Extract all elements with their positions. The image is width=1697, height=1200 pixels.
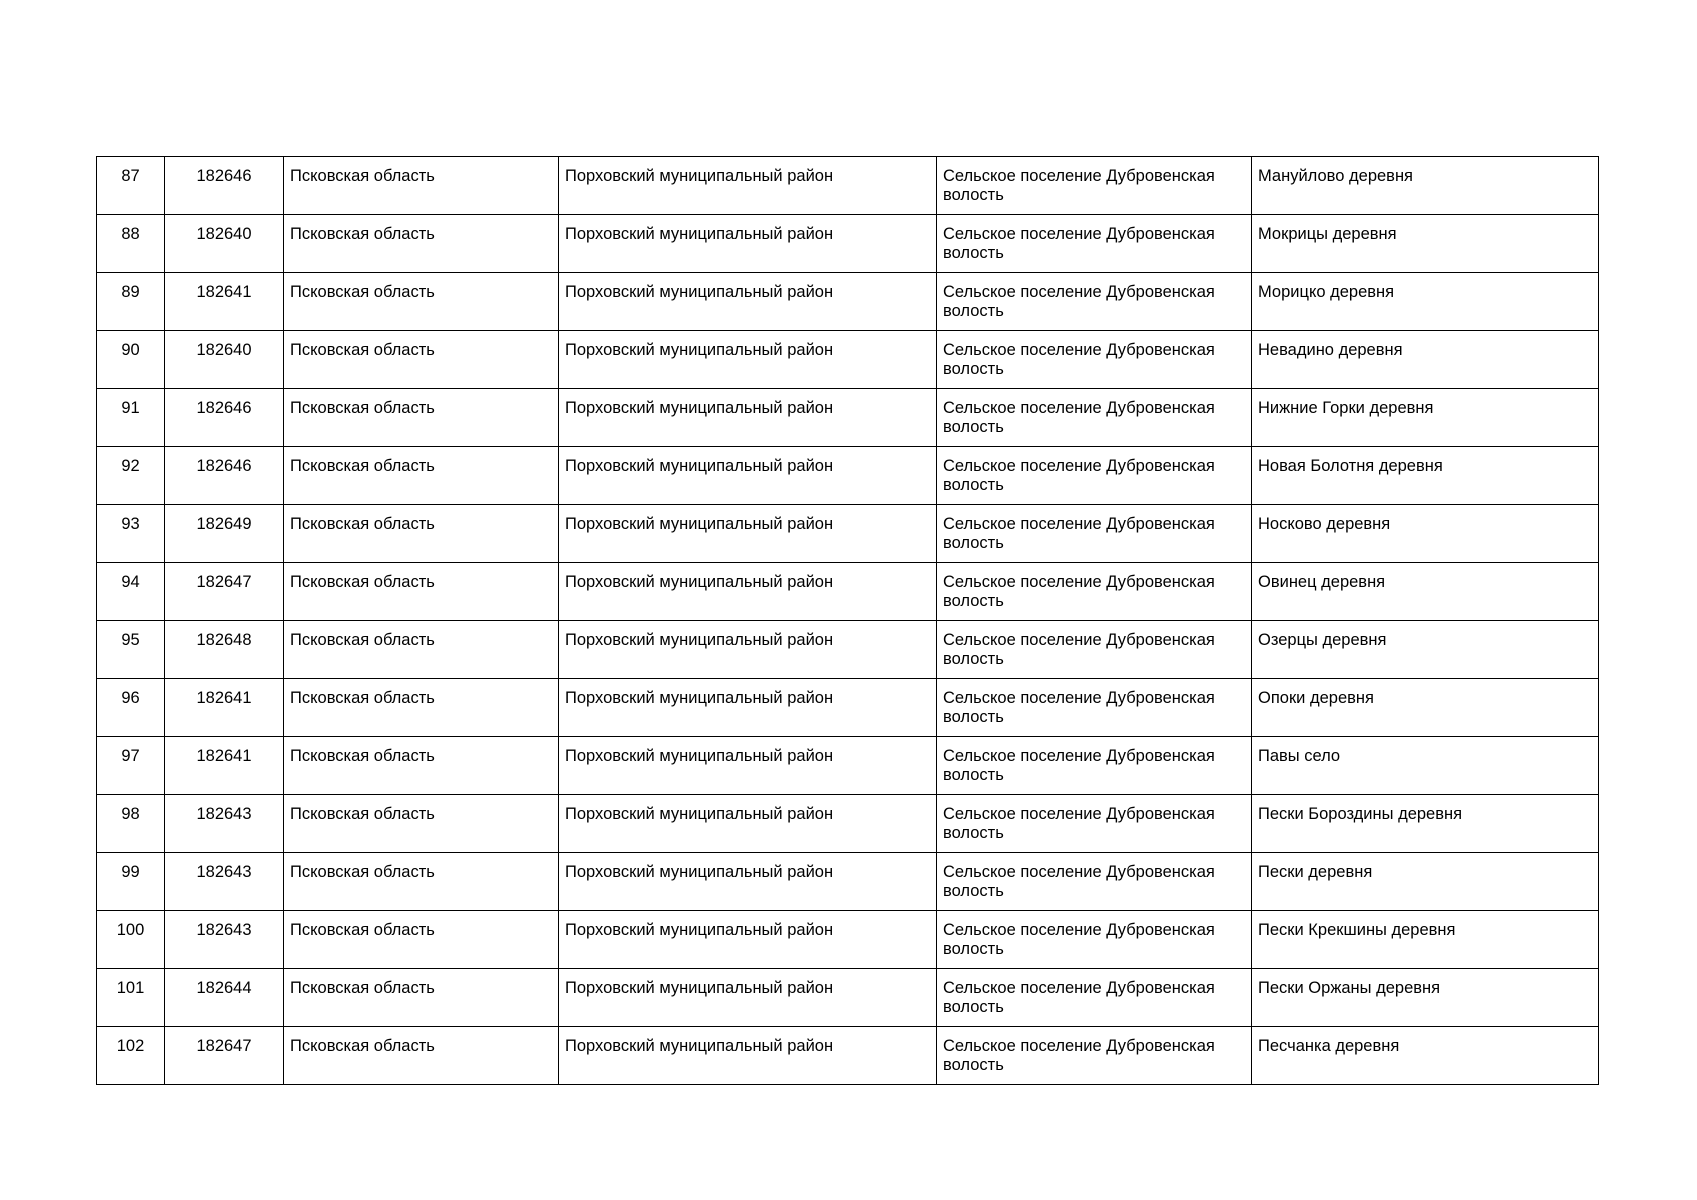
region-cell: Псковская область [284,331,559,389]
settlement-cell: Сельское поселение Дубровенская волость [937,1027,1252,1085]
locality-cell: Невадино деревня [1252,331,1599,389]
table-row [97,737,1599,795]
locality-cell: Носково деревня [1252,505,1599,563]
table-row [97,215,1599,273]
district-cell: Порховский муниципальный район [559,447,937,505]
row-number-cell: 101 [97,969,165,1027]
table-row [97,273,1599,331]
table-row [97,331,1599,389]
locality-cell: Песчанка деревня [1252,1027,1599,1085]
settlement-cell: Сельское поселение Дубровенская волость [937,157,1252,215]
district-cell: Порховский муниципальный район [559,737,937,795]
row-number-cell: 99 [97,853,165,911]
settlement-cell: Сельское поселение Дубровенская волость [937,389,1252,447]
locality-cell: Павы село [1252,737,1599,795]
table-row [97,505,1599,563]
settlement-cell: Сельское поселение Дубровенская волость [937,273,1252,331]
district-cell: Порховский муниципальный район [559,795,937,853]
table-row [97,679,1599,737]
locality-cell: Озерцы деревня [1252,621,1599,679]
locality-cell: Пески деревня [1252,853,1599,911]
row-number-cell: 88 [97,215,165,273]
row-number-cell: 89 [97,273,165,331]
settlement-cell: Сельское поселение Дубровенская волость [937,331,1252,389]
address-table-body [97,157,1599,1085]
settlement-cell: Сельское поселение Дубровенская волость [937,737,1252,795]
table-row [97,157,1599,215]
region-cell: Псковская область [284,505,559,563]
row-number-cell: 96 [97,679,165,737]
postal-index-cell: 182643 [165,911,284,969]
row-number-cell: 92 [97,447,165,505]
locality-cell: Пески Бороздины деревня [1252,795,1599,853]
locality-cell: Морицко деревня [1252,273,1599,331]
region-cell: Псковская область [284,679,559,737]
table-row [97,853,1599,911]
region-cell: Псковская область [284,621,559,679]
table-row [97,389,1599,447]
settlement-cell: Сельское поселение Дубровенская волость [937,505,1252,563]
locality-cell: Пески Оржаны деревня [1252,969,1599,1027]
table-row [97,563,1599,621]
district-cell: Порховский муниципальный район [559,215,937,273]
postal-index-cell: 182647 [165,1027,284,1085]
settlement-cell: Сельское поселение Дубровенская волость [937,911,1252,969]
row-number-cell: 100 [97,911,165,969]
settlement-cell: Сельское поселение Дубровенская волость [937,563,1252,621]
table-row [97,447,1599,505]
postal-index-cell: 182643 [165,795,284,853]
table-row [97,795,1599,853]
region-cell: Псковская область [284,447,559,505]
settlement-cell: Сельское поселение Дубровенская волость [937,969,1252,1027]
address-table [96,156,1599,1085]
postal-index-cell: 182646 [165,157,284,215]
district-cell: Порховский муниципальный район [559,331,937,389]
postal-index-cell: 182640 [165,331,284,389]
row-number-cell: 93 [97,505,165,563]
row-number-cell: 95 [97,621,165,679]
settlement-cell: Сельское поселение Дубровенская волость [937,795,1252,853]
table-row [97,911,1599,969]
locality-cell: Опоки деревня [1252,679,1599,737]
document-page [96,156,1598,1085]
region-cell: Псковская область [284,157,559,215]
settlement-cell: Сельское поселение Дубровенская волость [937,621,1252,679]
region-cell: Псковская область [284,969,559,1027]
district-cell: Порховский муниципальный район [559,911,937,969]
table-row [97,621,1599,679]
locality-cell: Нижние Горки деревня [1252,389,1599,447]
table-row [97,1027,1599,1085]
region-cell: Псковская область [284,389,559,447]
region-cell: Псковская область [284,215,559,273]
row-number-cell: 102 [97,1027,165,1085]
row-number-cell: 97 [97,737,165,795]
postal-index-cell: 182647 [165,563,284,621]
locality-cell: Мокрицы деревня [1252,215,1599,273]
region-cell: Псковская область [284,795,559,853]
region-cell: Псковская область [284,911,559,969]
district-cell: Порховский муниципальный район [559,621,937,679]
district-cell: Порховский муниципальный район [559,969,937,1027]
postal-index-cell: 182643 [165,853,284,911]
row-number-cell: 98 [97,795,165,853]
locality-cell: Пески Крекшины деревня [1252,911,1599,969]
region-cell: Псковская область [284,1027,559,1085]
postal-index-cell: 182644 [165,969,284,1027]
settlement-cell: Сельское поселение Дубровенская волость [937,853,1252,911]
postal-index-cell: 182640 [165,215,284,273]
settlement-cell: Сельское поселение Дубровенская волость [937,679,1252,737]
locality-cell: Овинец деревня [1252,563,1599,621]
settlement-cell: Сельское поселение Дубровенская волость [937,215,1252,273]
region-cell: Псковская область [284,737,559,795]
region-cell: Псковская область [284,853,559,911]
postal-index-cell: 182641 [165,273,284,331]
district-cell: Порховский муниципальный район [559,853,937,911]
district-cell: Порховский муниципальный район [559,273,937,331]
locality-cell: Мануйлово деревня [1252,157,1599,215]
postal-index-cell: 182646 [165,389,284,447]
row-number-cell: 90 [97,331,165,389]
region-cell: Псковская область [284,563,559,621]
row-number-cell: 87 [97,157,165,215]
postal-index-cell: 182641 [165,679,284,737]
row-number-cell: 91 [97,389,165,447]
table-row [97,969,1599,1027]
district-cell: Порховский муниципальный район [559,679,937,737]
row-number-cell: 94 [97,563,165,621]
district-cell: Порховский муниципальный район [559,1027,937,1085]
district-cell: Порховский муниципальный район [559,157,937,215]
district-cell: Порховский муниципальный район [559,505,937,563]
district-cell: Порховский муниципальный район [559,563,937,621]
postal-index-cell: 182649 [165,505,284,563]
locality-cell: Новая Болотня деревня [1252,447,1599,505]
region-cell: Псковская область [284,273,559,331]
postal-index-cell: 182648 [165,621,284,679]
postal-index-cell: 182646 [165,447,284,505]
settlement-cell: Сельское поселение Дубровенская волость [937,447,1252,505]
postal-index-cell: 182641 [165,737,284,795]
district-cell: Порховский муниципальный район [559,389,937,447]
